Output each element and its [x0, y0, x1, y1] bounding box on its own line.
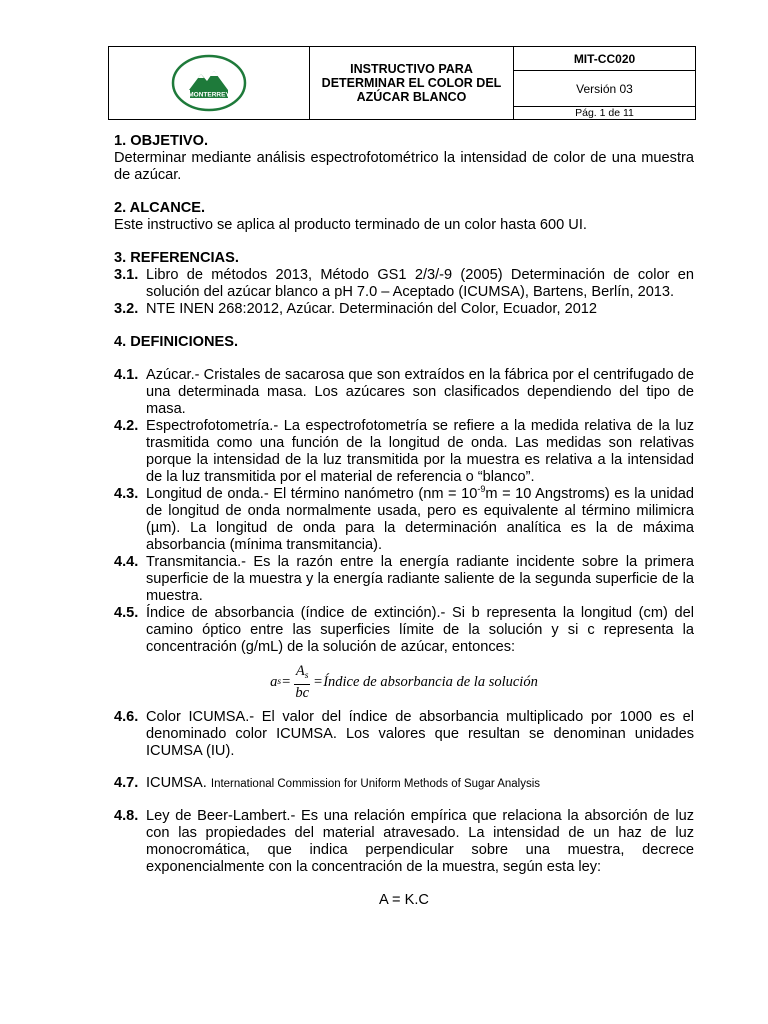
- logo-wordmark: MONTERREY: [188, 91, 230, 99]
- document-body: [114, 133, 694, 909]
- heading-referencias: 3. REFERENCIAS.: [114, 250, 239, 266]
- definition-transmitancia: 4.4. Transmitancia.- Es la razón entre la energía radiante incidente sobre la primera superficie de la muestra y la energía radiante saliente de la segunda superficie de la muestra.: [114, 554, 694, 604]
- list-item: 3.2. NTE INEN 268:2012, Azúcar. Determinación del Color, Ecuador, 2012: [114, 301, 598, 317]
- definition-icumsa: 4.7. ICUMSA. International Commission for Uniform Methods of Sugar Analysis: [114, 775, 541, 791]
- definition-indice-absorbancia: 4.5. Índice de absorbancia (índice de extinción).- Si b representa la longitud (cm) del camino óptico entre las superficies límite de la solución y si c representa la concentración (g/mL) de la solución de azúcar, entonces:: [114, 605, 694, 655]
- logo-cell: [109, 47, 310, 120]
- document-version: Versión 03: [514, 71, 696, 107]
- objetivo-text: Determinar mediante análisis espectrofotométrico la intensidad de color de una muestra de azúcar.: [114, 150, 694, 183]
- page-number: Pág. 1 de 11: [514, 107, 696, 120]
- heading-objetivo: 1. OBJETIVO.: [114, 133, 209, 149]
- definition-longitud-de-onda: 4.3. Longitud de onda.- El término nanómetro ($nm = 10^{-9}m = 10$ Angstroms) es la unidad de longitud de onda normalmente usada, pero es equivalente al término milimicra (µm). La longitud de onda para la determinación analítica es la de máxima absorbancia (mínima transmitancia).: [114, 484, 694, 553]
- definition-beer-lambert: 4.8. Ley de Beer-Lambert.- Es una relación empírica que relaciona la absorción de luz con las propiedades del material atravesado. La intensidad de un haz de luz monocromática, que indica perpendicular sobre una muestra, decrece exponencialmente con la concentración de la muestra, según esta ley:: [114, 808, 694, 875]
- document-title: INSTRUCTIVO PARA DETERMINAR EL COLOR DEL AZÚCAR BLANCO: [310, 47, 514, 120]
- heading-alcance: 2. ALCANCE.: [114, 200, 206, 216]
- absorbancia-formula: a s = $\frac{A_s}{bc}$ = Índice de absorbancia de la solución: [270, 663, 538, 701]
- alcance-text: Este instructivo se aplica al producto terminado de un color hasta 600 UI.: [114, 217, 587, 233]
- heading-definiciones: 4. DEFINICIONES.: [114, 334, 239, 350]
- definition-azucar: 4.1. Azúcar.- Cristales de sacarosa que son extraídos en la fábrica por el centrifugado de una determinada masa. Los azúcares son clasificados dependiendo del tipo de masa.: [114, 367, 694, 417]
- definition-color-icumsa: 4.6. Color ICUMSA.- El valor del índice de absorbancia multiplicado por 1000 es el denominado color ICUMSA. Los valores que resultan se denominan unidades ICUMSA (IU).: [114, 709, 694, 759]
- monterrey-logo: [170, 54, 248, 112]
- definition-espectrofotometria: 4.2. Espectrofotometría.- La espectrofotometría se refiere a la medida relativa de la luz trasmitida como una función de la longitud de onda. Las medidas son relativas porque la intensidad de la luz transmitida por la muestra es relativa a la intensidad de la luz transmitida por el material de referencia o “blanco”.: [114, 418, 694, 485]
- document-code: MIT-CC020: [514, 47, 696, 71]
- document-header: [108, 46, 696, 120]
- list-item: 3.1. Libro de métodos 2013, Método GS1 2/3/-9 (2005) Determinación de color en solución del azúcar blanco a pH 7.0 – Aceptado (ICUMSA), Bartens, Berlín, 2013.: [114, 267, 694, 300]
- beer-lambert-equation: A = K.C: [379, 892, 429, 908]
